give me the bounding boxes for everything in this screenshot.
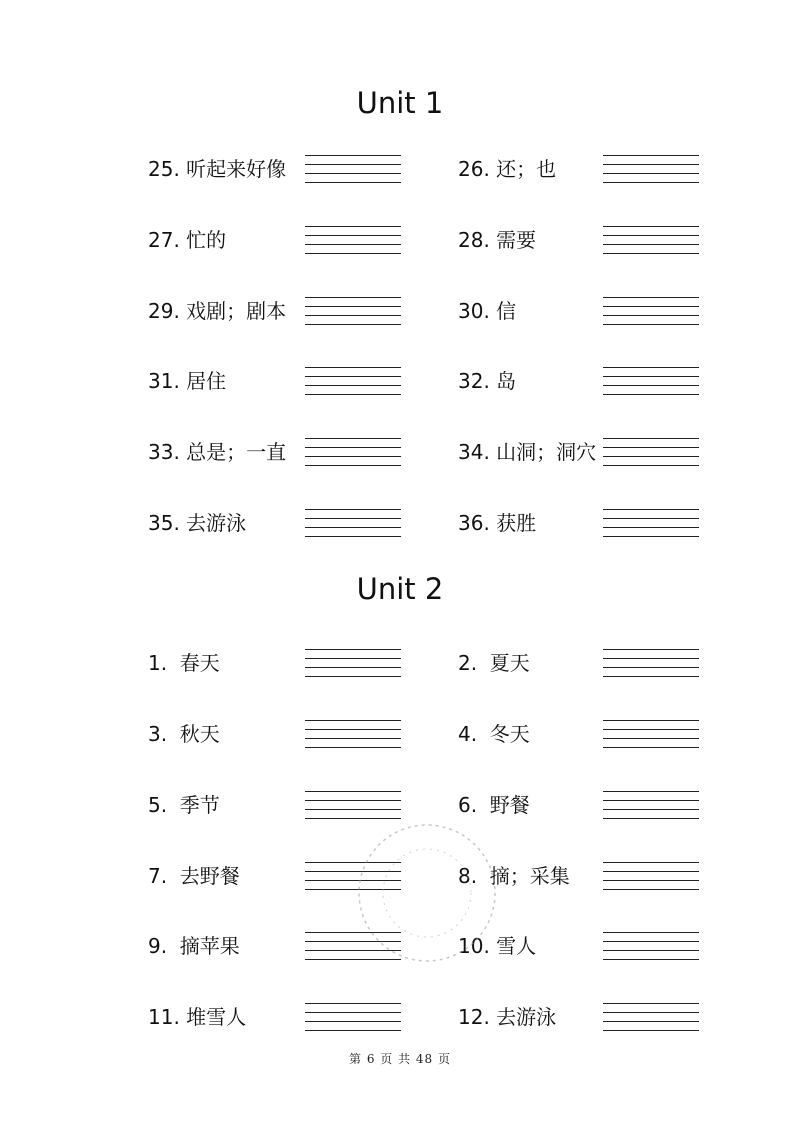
vocab-label: 7. 去野餐	[148, 864, 240, 888]
writing-lines[interactable]	[603, 226, 699, 256]
writing-lines[interactable]	[305, 438, 401, 468]
vocab-label: 4. 冬天	[458, 722, 530, 746]
writing-lines[interactable]	[603, 720, 699, 750]
unit-1-title: Unit 1	[356, 86, 444, 120]
vocab-label: 10. 雪人	[458, 934, 537, 958]
vocab-label: 29. 戏剧；剧本	[148, 299, 287, 323]
writing-lines[interactable]	[305, 1003, 401, 1033]
vocab-label: 8. 摘；采集	[458, 864, 570, 888]
writing-lines[interactable]	[305, 297, 401, 327]
writing-lines[interactable]	[305, 226, 401, 256]
writing-lines[interactable]	[603, 367, 699, 397]
vocab-label: 11. 堆雪人	[148, 1005, 247, 1029]
vocab-label: 32. 岛	[458, 369, 517, 393]
writing-lines[interactable]	[603, 509, 699, 539]
vocab-label: 27. 忙的	[148, 228, 227, 252]
vocab-label: 12. 去游泳	[458, 1005, 557, 1029]
vocab-label: 34. 山洞；洞穴	[458, 440, 597, 464]
writing-lines[interactable]	[305, 791, 401, 821]
vocab-label: 1. 春天	[148, 651, 220, 675]
writing-lines[interactable]	[603, 649, 699, 679]
vocab-label: 2. 夏天	[458, 651, 530, 675]
writing-lines[interactable]	[603, 155, 699, 185]
vocab-label: 35. 去游泳	[148, 511, 247, 535]
writing-lines[interactable]	[603, 438, 699, 468]
vocab-label: 25. 听起来好像	[148, 157, 287, 181]
writing-lines[interactable]	[603, 297, 699, 327]
vocab-label: 26. 还；也	[458, 157, 557, 181]
writing-lines[interactable]	[603, 862, 699, 892]
unit-2-title: Unit 2	[356, 572, 444, 606]
vocab-label: 28. 需要	[458, 228, 537, 252]
writing-lines[interactable]	[603, 791, 699, 821]
writing-lines[interactable]	[305, 720, 401, 750]
vocab-label: 30. 信	[458, 299, 517, 323]
vocab-label: 9. 摘苹果	[148, 934, 240, 958]
seal-stamp-icon	[352, 818, 502, 968]
writing-lines[interactable]	[603, 1003, 699, 1033]
writing-lines[interactable]	[305, 509, 401, 539]
vocab-label: 3. 秋天	[148, 722, 220, 746]
writing-lines[interactable]	[603, 932, 699, 962]
page-number: 第 6 页 共 48 页	[349, 1052, 451, 1066]
vocab-label: 33. 总是；一直	[148, 440, 287, 464]
vocab-label: 36. 获胜	[458, 511, 537, 535]
writing-lines[interactable]	[305, 367, 401, 397]
vocab-label: 5. 季节	[148, 793, 220, 817]
writing-lines[interactable]	[305, 155, 401, 185]
writing-lines[interactable]	[305, 649, 401, 679]
vocab-label: 31. 居住	[148, 369, 227, 393]
vocab-label: 6. 野餐	[458, 793, 530, 817]
